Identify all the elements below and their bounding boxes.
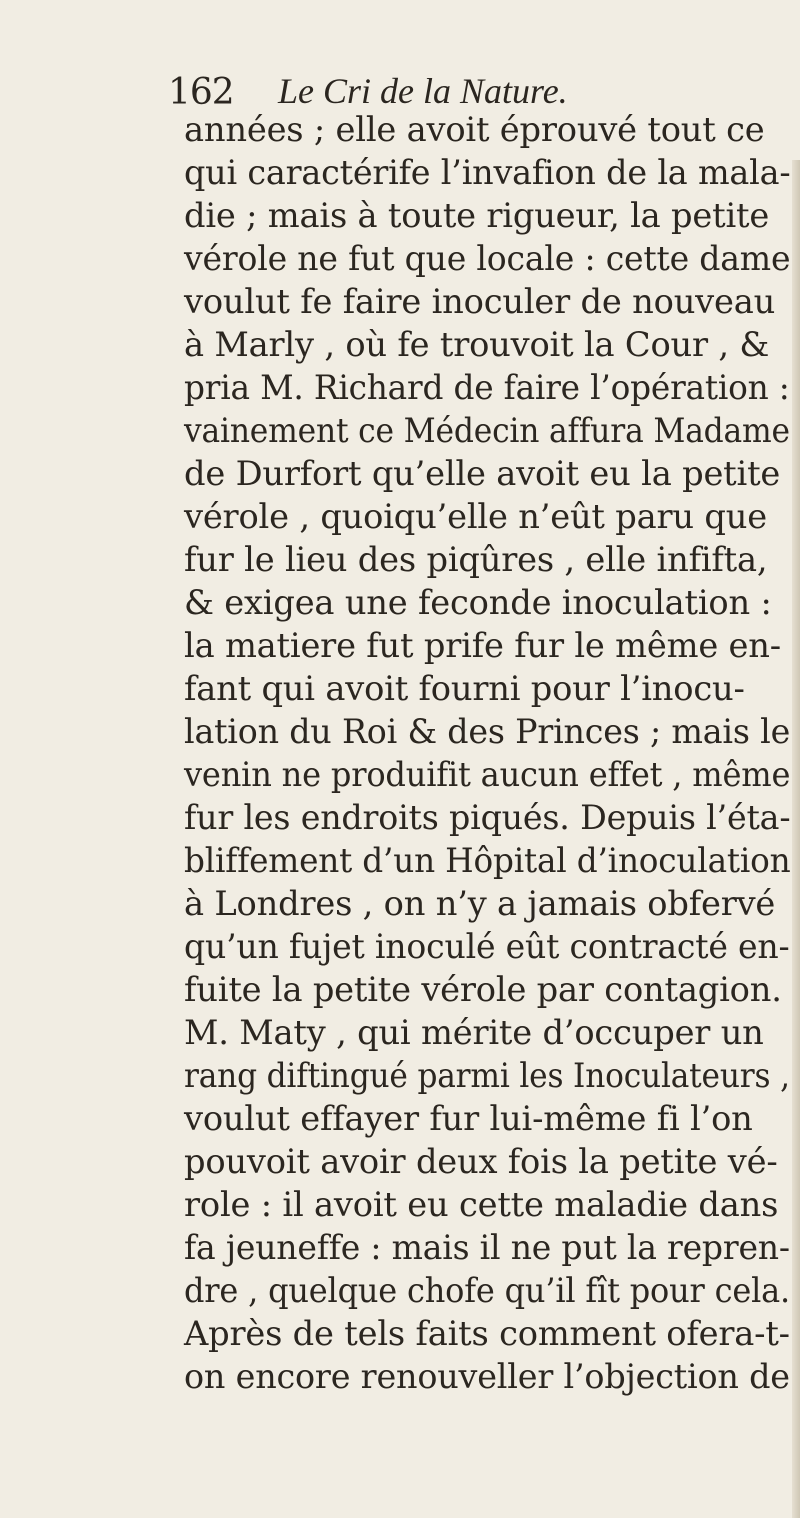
text-line: on encore renouveller l’objection de xyxy=(184,1357,790,1397)
page-number: 162 xyxy=(168,72,234,113)
text-line: années ; elle avoit éprouvé tout ce xyxy=(184,110,765,150)
text-line: qui caractérife l’invafion de la mala- xyxy=(184,153,791,193)
text-line: à Londres , on n’y a jamais obfervé xyxy=(184,884,776,924)
text-line: fur le lieu des piqûres , elle infifta, xyxy=(184,540,768,580)
text-line: qu’un fujet inoculé eût contracté en- xyxy=(184,927,790,967)
text-line: fuite la petite vérole par contagion. xyxy=(184,970,782,1010)
text-line: voulut fe faire inoculer de nouveau xyxy=(184,282,776,322)
text-line: vérole , quoiqu’elle n’eût paru que xyxy=(184,497,767,537)
text-line: rang diftingué parmi les Inoculateurs , xyxy=(184,1056,790,1096)
text-line: vérole ne fut que locale : cette dame xyxy=(184,239,791,279)
text-line: fant qui avoit fourni pour l’inocu- xyxy=(184,669,745,709)
text-line: à Marly , où fe trouvoit la Cour , & xyxy=(184,325,770,365)
text-line: dre , quelque chofe qu’il fît pour cela. xyxy=(184,1271,791,1311)
running-title: Le Cri de la Nature. xyxy=(278,71,568,111)
text-line: vainement ce Médecin affura Madame xyxy=(184,411,790,451)
text-line: venin ne produifit aucun effet , même xyxy=(184,755,791,795)
text-line: die ; mais à toute rigueur, la petite xyxy=(184,196,770,236)
text-line: & exigea une feconde inoculation : xyxy=(184,583,772,623)
text-line: Après de tels faits comment ofera-t- xyxy=(184,1314,790,1354)
text-line: pouvoit avoir deux fois la petite vé- xyxy=(184,1142,778,1182)
text-line: de Durfort qu’elle avoit eu la petite xyxy=(184,454,781,494)
text-line: fur les endroits piqués. Depuis l’éta- xyxy=(184,798,791,838)
text-line: M. Maty , qui mérite d’occuper un xyxy=(184,1013,764,1053)
text-line: pria M. Richard de faire l’opération : xyxy=(184,368,790,408)
text-line: la matiere fut prife fur le même en- xyxy=(184,626,781,666)
text-line: fa jeuneffe : mais il ne put la repren- xyxy=(184,1228,790,1268)
page-edge-shadow xyxy=(792,160,800,1518)
text-line: bliffement d’un Hôpital d’inoculation xyxy=(184,841,791,881)
text-line: role : il avoit eu cette maladie dans xyxy=(184,1185,779,1225)
text-line: voulut effayer fur lui-même fi l’on xyxy=(184,1099,753,1139)
text-line: lation du Roi & des Princes ; mais le xyxy=(184,712,791,752)
